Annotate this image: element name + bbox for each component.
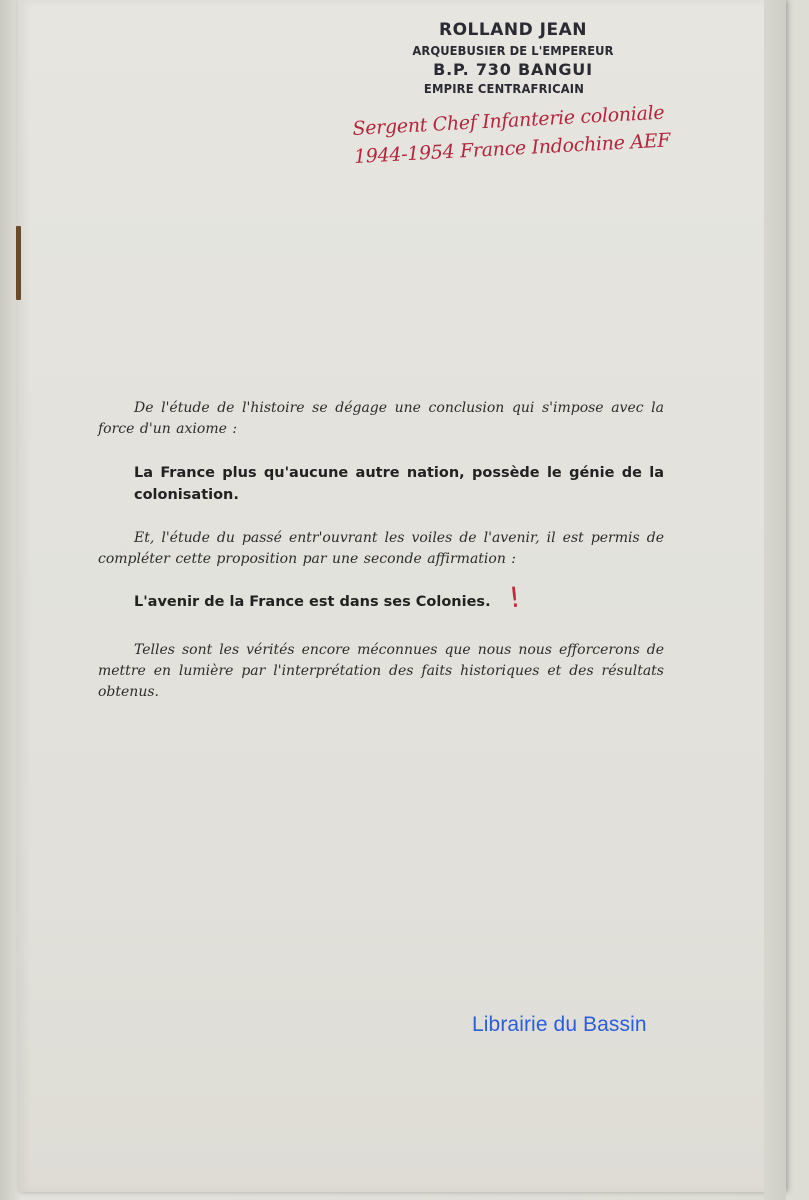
- statement-2-text: L'avenir de la France est dans ses Colonies.: [134, 594, 491, 610]
- stamp-postbox: B.P. 730 BANGUI: [433, 59, 593, 79]
- owner-stamp: [388, 22, 638, 95]
- handwritten-exclamation-mark: !: [506, 580, 522, 615]
- paragraph-conclusion: Telles sont les vérités encore méconnues que nous nous efforcerons de mettre en lumière par l'interprétation des faits historiques et des résultats obtenus.: [98, 642, 664, 700]
- handwritten-note-line-2: 1944-1954 France Indochine AEF: [353, 129, 671, 168]
- stamp-country: EMPIRE CENTRAFRICAIN: [423, 80, 585, 96]
- stamp-name: ROLLAND JEAN: [439, 20, 587, 40]
- paragraph-transition: Et, l'étude du passé entr'ouvrant les voiles de l'avenir, il est permis de compléter cette proposition par une seconde affirmation :: [98, 530, 664, 567]
- page-edge: [764, 0, 786, 1200]
- binding-mark: [16, 226, 21, 300]
- bookseller-watermark: Librairie du Bassin: [472, 1013, 647, 1036]
- paragraph-intro: De l'étude de l'histoire se dégage une conclusion qui s'impose avec la force d'un axiome :: [98, 400, 664, 437]
- document-body: [98, 398, 664, 703]
- paragraph-statement-2: [98, 580, 664, 616]
- paragraph-statement-1: La France plus qu'aucune autre nation, possède le génie de la colonisation.: [134, 465, 664, 503]
- stamp-title: ARQUEBUSIER DE L'EMPEREUR: [412, 43, 614, 58]
- handwritten-note-line-1: Sergent Chef Infanterie coloniale: [352, 101, 665, 140]
